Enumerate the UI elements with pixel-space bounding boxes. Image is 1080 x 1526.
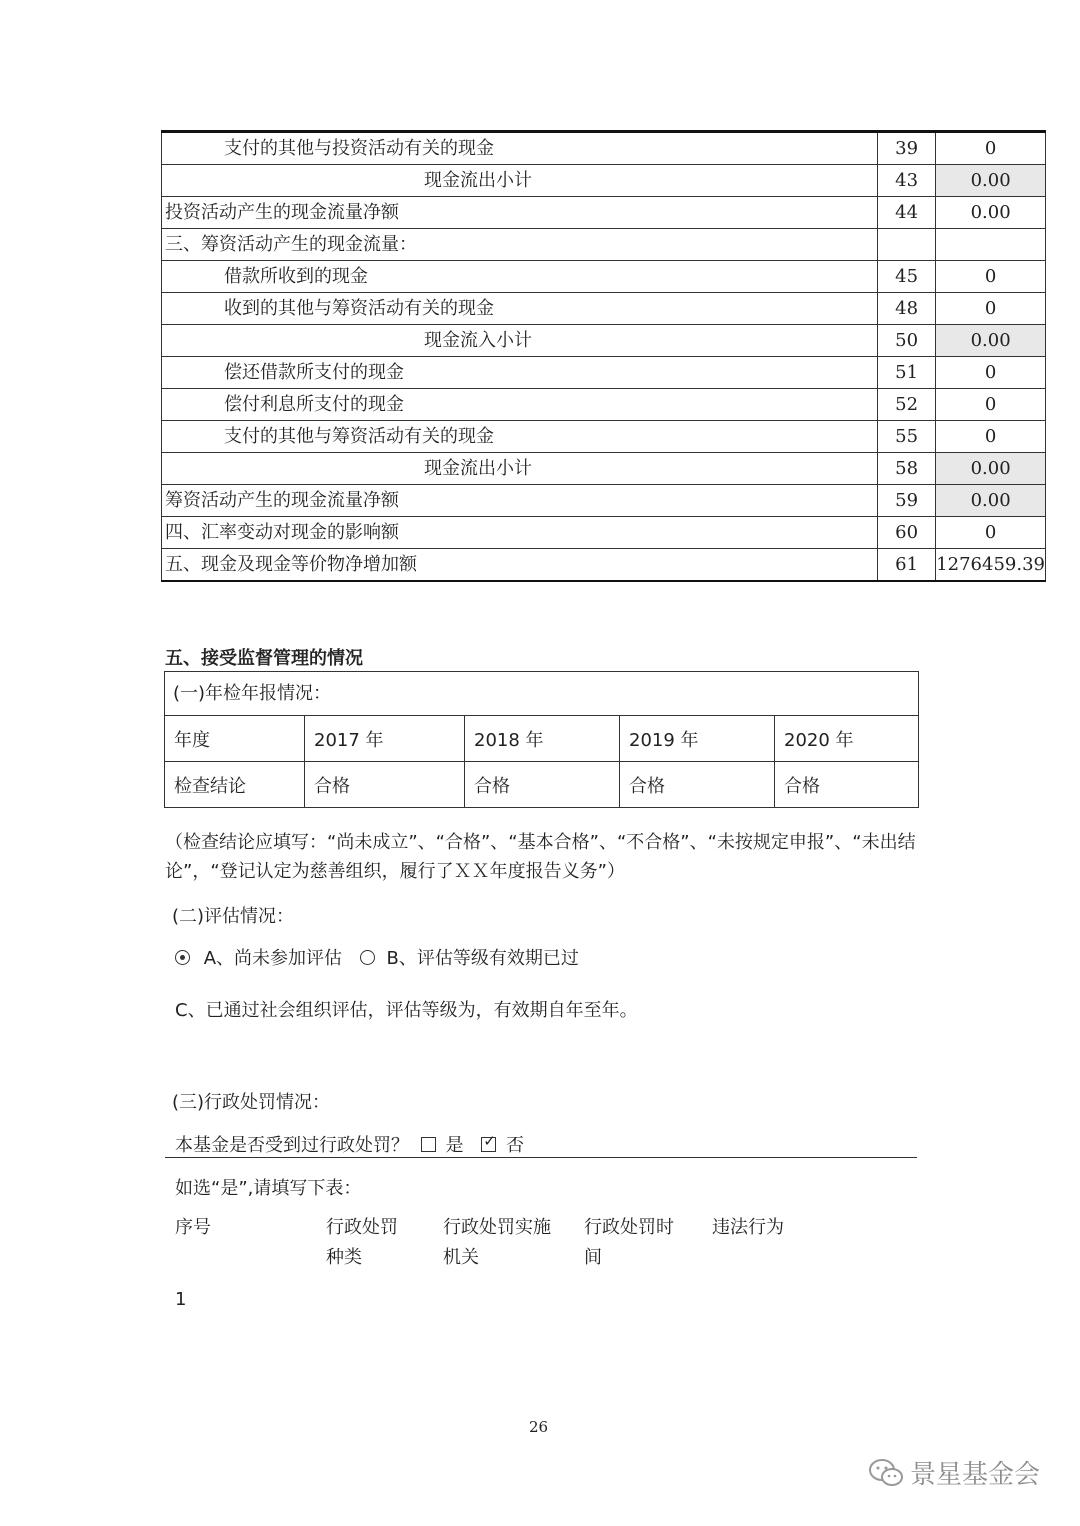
option-a-label: A、尚未参加评估 [203,948,343,969]
cash-flow-row [162,197,1046,229]
row-amount: 0 [936,261,1046,293]
result-label: 检查结论 [174,776,246,797]
row-amount: 0 [936,132,1046,165]
checkbox-no[interactable] [481,1137,496,1152]
row-label: 支付的其他与投资活动有关的现金 [162,132,878,165]
penalty-row-number: 1 [175,1289,187,1310]
cash-flow-row [162,132,1046,165]
cash-flow-row [162,421,1046,453]
row-label: 借款所收到的现金 [162,261,878,293]
row-line-number: 50 [878,325,936,357]
row-line-number: 48 [878,293,936,325]
radio-option-a[interactable] [175,950,190,965]
watermark-text: 景星基金会 [910,1460,1041,1490]
row-label: 现金流出小计 [162,453,878,485]
wechat-icon [868,1458,904,1488]
row-label: 筹资活动产生的现金流量净额 [162,485,878,517]
penalty-column-header [175,1213,211,1243]
row-line-number: 59 [878,485,936,517]
row-line-number: 55 [878,421,936,453]
row-amount: 0 [936,357,1046,389]
row-line-number: 44 [878,197,936,229]
checkbox-yes[interactable] [421,1137,436,1152]
annual-inspection-table [164,671,919,808]
cash-flow-row [162,165,1046,197]
year-cell: 2020 年 [774,716,918,761]
row-line-number: 45 [878,261,936,293]
row-amount [936,229,1046,261]
cash-flow-table [161,130,1046,582]
row-line-number: 61 [878,549,936,582]
row-line-number: 39 [878,132,936,165]
row-amount: 0.00 [936,453,1046,485]
row-label: 收到的其他与筹资活动有关的现金 [162,293,878,325]
cash-flow-row [162,389,1046,421]
row-line-number: 43 [878,165,936,197]
watermark [868,1454,1040,1491]
row-label: 偿付利息所支付的现金 [162,389,878,421]
result-cell: 合格 [774,762,918,807]
section-title: 五、接受监督管理的情况 [165,648,363,669]
row-line-number: 58 [878,453,936,485]
row-line-number: 52 [878,389,936,421]
row-label: 三、筹资活动产生的现金流量： [162,229,878,261]
year-cell: 2018 年 [464,716,619,761]
cash-flow-row [162,549,1046,582]
row-line-number: 51 [878,357,936,389]
row-amount: 0 [936,517,1046,549]
cash-flow-row [162,517,1046,549]
divider [165,1157,917,1158]
cash-flow-row [162,325,1046,357]
col-serial: 序号 [175,1217,211,1238]
option-c-label: C、已通过社会组织评估，评估等级为，有效期自年至年。 [175,1000,638,1021]
penalty-question-line [175,1131,524,1157]
row-amount: 0 [936,389,1046,421]
row-label: 投资活动产生的现金流量净额 [162,197,878,229]
row-amount: 1276459.39 [936,549,1046,582]
cash-flow-row [162,357,1046,389]
row-amount: 0 [936,293,1046,325]
option-b-label: B、评估等级有效期已过 [386,948,579,969]
inspection-note: （检查结论应填写：“尚未成立”、“合格”、“基本合格”、“不合格”、“未按规定申报”、“未出结论”，“登记认定为慈善组织，履行了ＸＸ年度报告义务”） [165,832,916,882]
year-label: 年度 [174,730,210,751]
year-cell: 2019 年 [619,716,774,761]
penalty-instruction: 如选“是”,请填写下表： [175,1178,362,1199]
result-cell: 合格 [304,762,464,807]
row-amount: 0 [936,421,1046,453]
evaluation-options [175,944,579,970]
row-label: 支付的其他与筹资活动有关的现金 [162,421,878,453]
no-label: 否 [505,1135,524,1156]
row-label: 五、现金及现金等价物净增加额 [162,549,878,582]
year-row [165,716,918,761]
row-line-number: 60 [878,517,936,549]
year-cell: 2017 年 [304,716,464,761]
radio-option-b[interactable] [360,950,375,965]
row-label: 四、汇率变动对现金的影响额 [162,517,878,549]
yes-label: 是 [445,1135,464,1156]
row-label: 现金流出小计 [162,165,878,197]
cash-flow-row [162,229,1046,261]
cash-flow-row [162,453,1046,485]
evaluation-heading: (二)评估情况： [172,906,295,927]
page-number: 26 [529,1418,549,1436]
cash-flow-row [162,261,1046,293]
row-line-number [878,229,936,261]
penalty-column-header: 违法行为 [712,1217,784,1238]
penalty-column-header: 行政处罚 种类 [326,1217,398,1268]
penalty-column-header: 行政处罚时 间 [584,1217,674,1268]
result-cell: 合格 [619,762,774,807]
result-row [165,761,918,807]
row-label: 偿还借款所支付的现金 [162,357,878,389]
penalty-column-header: 行政处罚实施 机关 [443,1217,551,1268]
penalty-heading: (三)行政处罚情况： [172,1092,331,1113]
penalty-question: 本基金是否受到过行政处罚？ [175,1135,409,1156]
inspection-heading: (一)年检年报情况： [165,672,918,716]
row-amount: 0.00 [936,325,1046,357]
row-label: 现金流入小计 [162,325,878,357]
result-cell: 合格 [464,762,619,807]
row-amount: 0.00 [936,197,1046,229]
cash-flow-row [162,485,1046,517]
row-amount: 0.00 [936,485,1046,517]
cash-flow-row [162,293,1046,325]
row-amount: 0.00 [936,165,1046,197]
